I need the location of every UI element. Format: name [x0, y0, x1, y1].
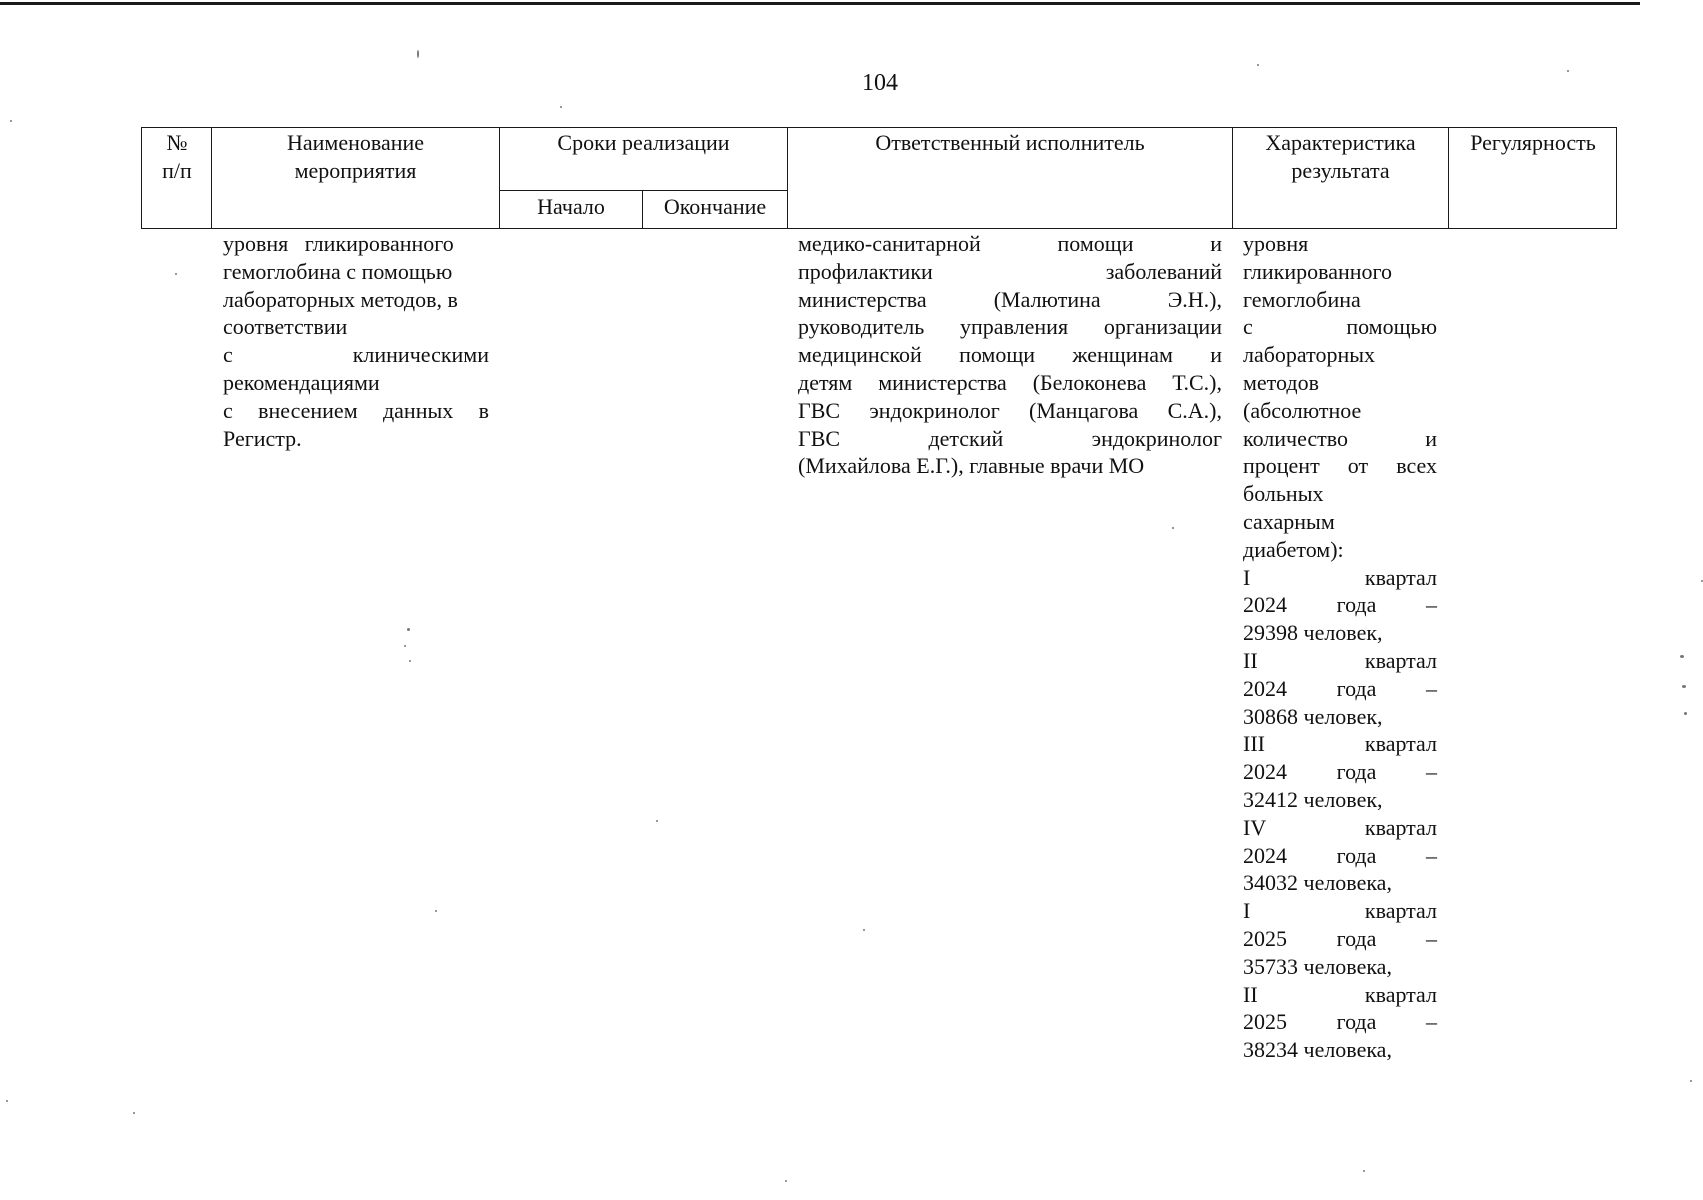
text-line [798, 425, 1222, 453]
text-line [1243, 452, 1437, 480]
text-word: профилактики [798, 258, 933, 284]
text-line [1243, 814, 1437, 842]
text-line: 30868 человек, [1243, 703, 1383, 729]
header-col-name [212, 129, 499, 185]
header-text: п/п [162, 158, 192, 183]
text-word: внесением [258, 397, 358, 423]
text-word: квартал [1364, 814, 1437, 840]
text-word: организации [1103, 314, 1222, 340]
text-word: – [1426, 842, 1437, 868]
text-word: года [1336, 592, 1377, 618]
header-col-result [1233, 129, 1448, 185]
text-word: С.А.), [1167, 397, 1222, 423]
text-word: – [1426, 759, 1437, 785]
text-word: процент [1243, 453, 1320, 479]
text-word: детский [928, 425, 1004, 451]
text-line: уровня гликированного [223, 231, 454, 256]
text-word: – [1426, 925, 1437, 951]
text-line [1243, 591, 1437, 619]
top-border-line [0, 2, 1640, 5]
text-line: 38234 человека, [1243, 1037, 1392, 1063]
text-line [1243, 758, 1437, 786]
header-text: Характеристика [1265, 130, 1416, 155]
text-line [798, 313, 1222, 341]
cell-event-name [223, 230, 489, 452]
text-word: медицинской [798, 342, 922, 368]
text-word: с [223, 342, 233, 368]
text-word: года [1336, 675, 1377, 701]
header-text: № [166, 130, 188, 155]
header-text: Наименование [286, 130, 425, 155]
text-word: женщинам [1072, 342, 1173, 368]
text-word: Т.С.), [1172, 369, 1222, 395]
header-text: результата [1291, 158, 1390, 183]
text-line: лабораторных [1243, 342, 1376, 368]
text-word: II [1243, 981, 1258, 1007]
text-word: управления [960, 314, 1069, 340]
cell-executor [798, 230, 1222, 480]
text-word: помощи [1057, 231, 1134, 256]
text-line: (Михайлова Е.Г.), главные врачи МО [798, 453, 1145, 479]
text-word: медико-санитарной [798, 231, 981, 256]
text-word: 2025 [1243, 1009, 1287, 1035]
text-word: 2024 [1243, 759, 1287, 785]
text-word: Э.Н.), [1167, 286, 1222, 312]
text-line [1243, 675, 1437, 703]
header-text: мероприятия [294, 158, 417, 183]
text-line: рекомендациями [223, 369, 380, 395]
text-word: квартал [1364, 731, 1437, 757]
text-word: (Малютина [993, 286, 1101, 312]
text-line: Регистр. [223, 425, 302, 451]
text-word: – [1426, 592, 1437, 618]
text-line: методов [1243, 369, 1319, 395]
text-word: квартал [1364, 981, 1437, 1007]
text-word: (Белоконева [1032, 369, 1147, 395]
text-word: данных [382, 397, 454, 423]
text-line: 34032 человека, [1243, 870, 1392, 896]
header-col-terms: Сроки реализации [557, 130, 730, 155]
text-line: гликированного [1243, 258, 1393, 284]
text-word: помощи [959, 342, 1036, 368]
text-word: 2024 [1243, 592, 1287, 618]
text-word: от [1347, 453, 1369, 479]
header-col-executor: Ответственный исполнитель [875, 130, 1145, 155]
text-word: года [1336, 1009, 1377, 1035]
text-line [1243, 842, 1437, 870]
text-word: помощью [1346, 314, 1437, 340]
text-word: и [1425, 425, 1437, 451]
text-line [1243, 981, 1437, 1009]
text-word: эндокринолог [869, 397, 1000, 423]
text-word: в [478, 397, 489, 423]
text-line [1243, 730, 1437, 758]
text-line [1243, 564, 1437, 592]
header-col-regularity: Регулярность [1470, 130, 1596, 155]
cell-result [1243, 230, 1437, 1064]
text-word: всех [1396, 453, 1437, 479]
text-word: министерства [878, 369, 1007, 395]
text-word: квартал [1364, 564, 1437, 590]
text-word: министерства [798, 286, 927, 312]
text-line [223, 397, 489, 425]
text-word: с [1243, 314, 1253, 340]
header-col-start: Начало [537, 194, 605, 219]
text-line [798, 397, 1222, 425]
text-line [1243, 897, 1437, 925]
text-line: сахарным [1243, 508, 1335, 534]
text-word: с [223, 397, 233, 423]
text-word: – [1426, 1009, 1437, 1035]
text-word: 2025 [1243, 925, 1287, 951]
text-line [1243, 313, 1437, 341]
text-line: лабораторных методов, в [223, 286, 458, 312]
text-line [798, 286, 1222, 314]
text-word: ГВС [798, 425, 841, 451]
text-line [1243, 925, 1437, 953]
text-word: количество [1243, 425, 1349, 451]
text-line: 35733 человека, [1243, 953, 1392, 979]
text-word: руководитель [798, 314, 925, 340]
text-line [798, 341, 1222, 369]
text-word: эндокринолог [1091, 425, 1222, 451]
text-line [223, 341, 489, 369]
text-word: III [1243, 731, 1265, 757]
page-number: 104 [862, 70, 898, 96]
text-word: квартал [1364, 647, 1437, 673]
text-line: 29398 человек, [1243, 620, 1383, 646]
text-word: II [1243, 647, 1258, 673]
text-line [798, 369, 1222, 397]
text-line: гемоглобина [1243, 286, 1361, 312]
header-divider [499, 190, 787, 191]
text-word: IV [1243, 814, 1267, 840]
text-word: I [1243, 898, 1251, 924]
text-word: ГВС [798, 397, 841, 423]
text-word: – [1426, 675, 1437, 701]
text-word: I [1243, 564, 1251, 590]
text-line: соответствии [223, 314, 348, 340]
header-col-end: Окончание [663, 194, 767, 219]
text-line: больных [1243, 481, 1324, 507]
text-word: года [1336, 925, 1377, 951]
text-line: (абсолютное [1243, 397, 1362, 423]
text-line [1243, 647, 1437, 675]
text-line: 32412 человек, [1243, 786, 1383, 812]
text-word: детям [798, 369, 853, 395]
text-line: диабетом): [1243, 536, 1344, 562]
text-line [1243, 1008, 1437, 1036]
text-word: и [1210, 231, 1222, 256]
text-line [798, 258, 1222, 286]
text-word: и [1210, 342, 1222, 368]
text-word: года [1336, 759, 1377, 785]
text-word: 2024 [1243, 675, 1287, 701]
text-line: уровня [1243, 231, 1309, 256]
text-word: квартал [1364, 898, 1437, 924]
text-word: года [1336, 842, 1377, 868]
text-word: заболеваний [1105, 258, 1222, 284]
text-word: (Манцагова [1029, 397, 1139, 423]
text-line [798, 230, 1222, 258]
text-line: гемоглобина с помощью [223, 258, 453, 284]
header-col-number [143, 129, 211, 185]
text-word: клиническими [352, 342, 489, 368]
text-word: 2024 [1243, 842, 1287, 868]
text-line [1243, 425, 1437, 453]
